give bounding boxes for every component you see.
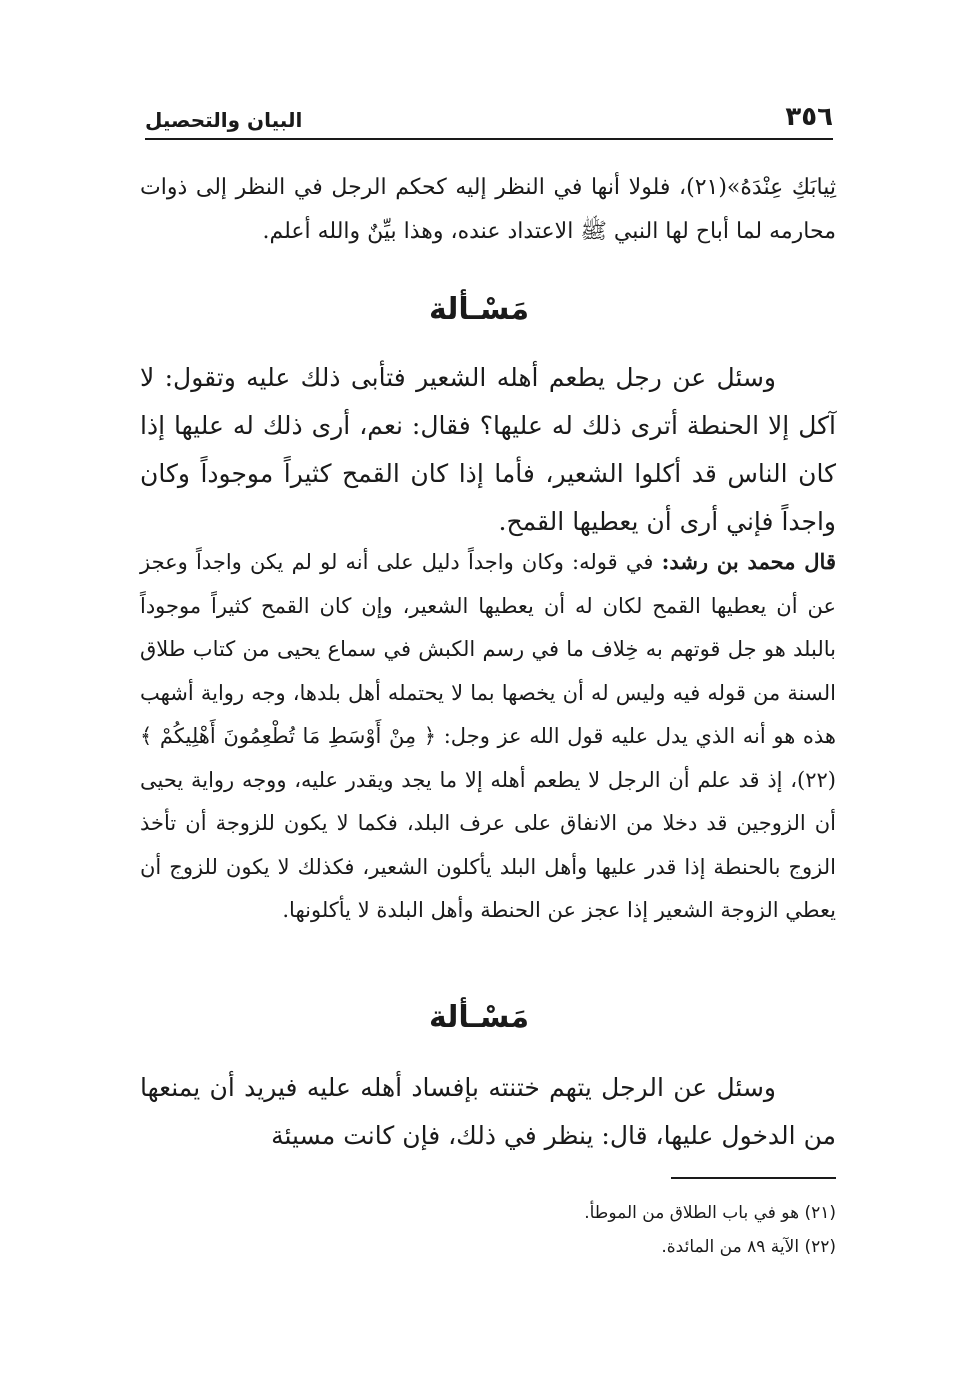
footnotes [300, 1196, 836, 1264]
section-heading-2: مَسْـألة [428, 1000, 530, 1035]
commentary-text: في قوله: وكان واجداً دليل على أنه لو لم يكن واجداً وعجز عن أن يعطيها القمح لكان له أن يعطيها الشعير، وإن كان القمح كثيراً موجوداً بالبلد هو جل قوتهم به خِلاف ما في رسم الكبش في سماع يحيى من كتاب طلاق السنة من قوله فيه وليس له أن يخصها بما لا يحتمله أهل بلدها، وجه رواية أشهب هذه هو أنه الذي يدل عليه قول الله عز وجل: ﴿ مِنْ أَوْسَطِ مَا تُطْعِمُونَ أَهْلِيكُمْ ﴾(٢٢)، إذ قد علم أن الرجل لا يطعم أهله إلا ما يجد ويقدر عليه، ووجه رواية يحيى أن الزوجين قد دخلا من الانفاق على عرف البلد، فكما لا يكون للزوجة أن تأخذ الزوج بالحنطة إذا قدر عليها وأهل البلد يأكلون الشعير، فكذلك لا يكون للزوج أن يعطي الزوجة الشعير إذا عجز عن الحنطة وأهل البلدة لا يأكلونها. [140, 550, 836, 922]
question-paragraph-1: وسئل عن رجل يطعم أهله الشعير فتأبى ذلك عليه وتقول: لا آكل إلا الحنطة أترى ذلك له عليها؟ فقال: نعم، أرى ذلك له عليها إذا كان الناس قد أكلوا الشعير، فأما إذا كان القمح كثيراً موجوداً وكان واجداً فإني أرى أن يعطيها القمح. [140, 363, 836, 536]
footnote-22: (٢٢) الآية ٨٩ من المائدة. [661, 1237, 836, 1257]
question-paragraph-2: وسئل عن الرجل يتهم ختنته بإفساد أهله عليه فيريد أن يمنعها من الدخول عليها، قال: ينظر في ذلك، فإن كانت مسيئة [140, 1073, 836, 1150]
section-heading-1: مَسْـألة [428, 292, 530, 327]
commentary-paragraph [140, 540, 836, 933]
intro-paragraph: ثِيابَكِ عِنْدَهُ»(٢١)، فلولا أنها في النظر إليه كحكم الرجل في النظر إلى ذوات محارمه لما أباح لها النبي ﷺ الاعتداد عنده، وهذا بيِّنٌ والله أعلم. [140, 175, 836, 244]
commentary-author: قال محمد بن رشد: [661, 549, 836, 574]
running-title: البيان والتحصيل [145, 108, 303, 132]
footnote-divider [671, 1177, 836, 1179]
footnote-21: (٢١) هو في باب الطلاق من الموطأ. [584, 1203, 836, 1223]
page-number: ٣٥٦ [785, 102, 833, 132]
page-header [145, 92, 833, 140]
